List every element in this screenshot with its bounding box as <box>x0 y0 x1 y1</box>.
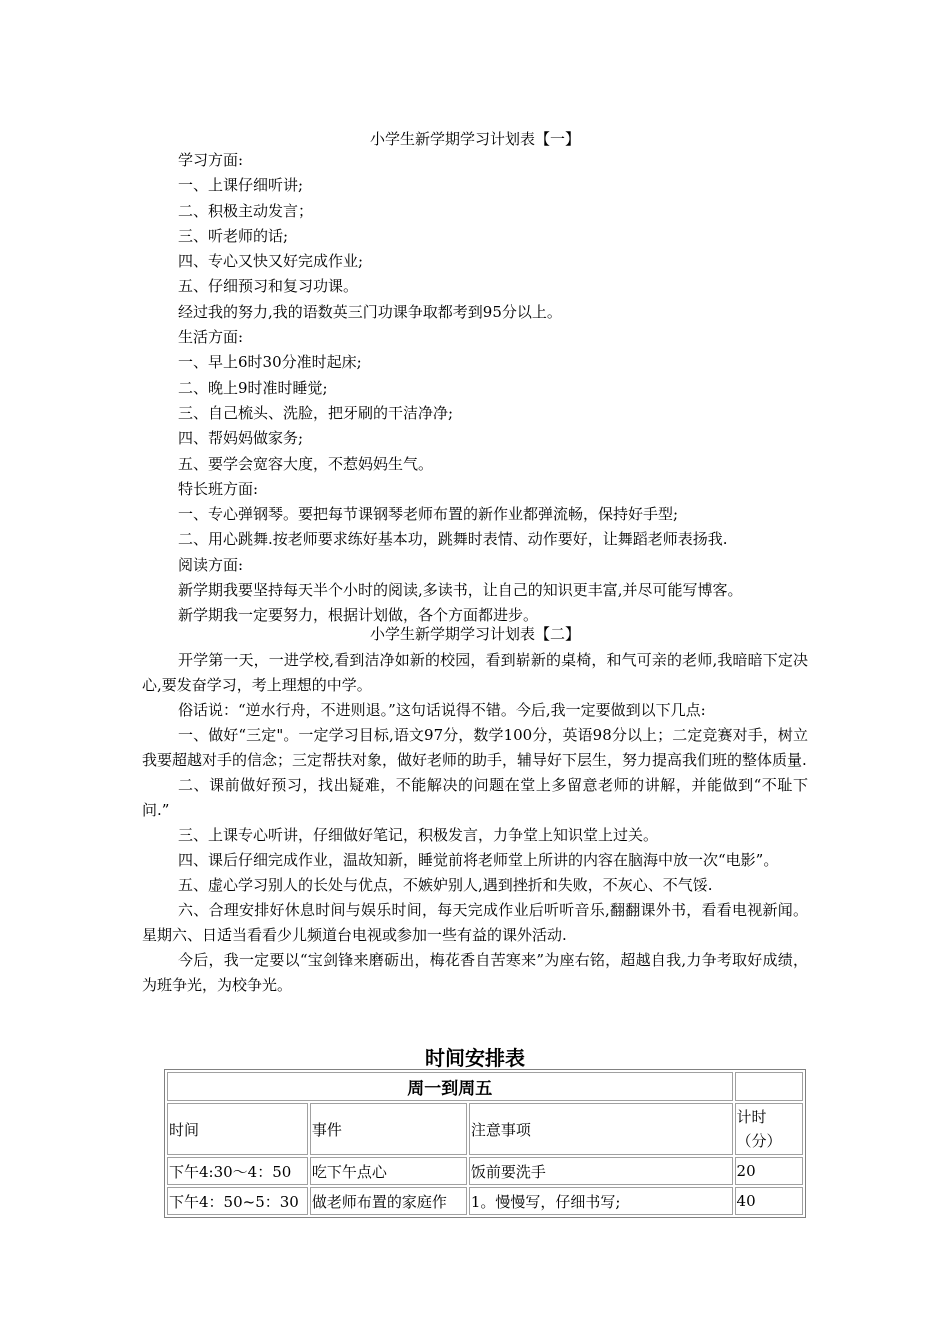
paragraph: 三、上课专心听讲，仔细做好笔记，积极发言，力争堂上知识堂上过关。 <box>178 826 659 844</box>
section-two-body <box>142 648 808 998</box>
plan-line: 四、帮妈妈做家务; <box>178 429 304 448</box>
paragraph: 今后，我一定要以“宝剑锋来磨砺出，梅花香自苦寒来”为座右铭，超越自我,力争考取好成绩，为班争光，为校争光。 <box>142 951 808 994</box>
plan-line: 学习方面: <box>178 151 244 169</box>
cell-minutes: 40 <box>735 1187 803 1215</box>
plan-line: 阅读方面: <box>178 555 244 574</box>
paragraph: 六、合理安排好休息时间与娱乐时间，每天完成作业后听听音乐,翻翻课外书，看看电视新闻。星期六、日适当看看少儿频道台电视或参加一些有益的课外活动. <box>142 901 808 944</box>
paragraph: 四、课后仔细完成作业，温故知新，睡觉前将老师堂上所讲的内容在脑海中放一次“电影”。 <box>178 851 779 869</box>
plan-line: 经过我的努力,我的语数英三门功课争取都考到95分以上。 <box>178 302 562 321</box>
cell-note: 1。慢慢写，仔细书写; <box>469 1187 733 1215</box>
plan-line: 特长班方面: <box>178 479 259 498</box>
cell-note: 饭前要洗手 <box>469 1157 733 1185</box>
plan-line: 二、晚上9时准时睡觉; <box>178 378 328 397</box>
plan-line: 新学期我一定要努力，根据计划做，各个方面都进步。 <box>178 606 539 625</box>
plan-line: 一、上课仔细听讲; <box>178 176 304 195</box>
paragraph: 二、课前做好预习，找出疑难，不能解决的问题在堂上多留意老师的讲解，并能做到“不耻下问.” <box>142 776 808 819</box>
plan-line: 一、专心弹钢琴。要把每节课钢琴老师布置的新作业都弹流畅，保持好手型; <box>178 505 679 524</box>
paragraph: 俗话说：“逆水行舟，不进则退。”这句话说得不错。今后,我一定要做到以下几点: <box>178 701 706 719</box>
section-two-title: 小学生新学期学习计划表【二】 <box>369 625 580 643</box>
cell-time: 下午4:30～4：50 <box>167 1157 308 1185</box>
column-header-time: 时间 <box>167 1103 308 1155</box>
plan-line: 新学期我要坚持每天半个小时的阅读,多读书，让自己的知识更丰富,并尽可能写博客。 <box>178 581 743 600</box>
schedule-table <box>164 1069 806 1218</box>
empty-header-cell <box>735 1072 803 1101</box>
plan-line: 生活方面: <box>178 328 244 347</box>
cell-event: 做老师布置的家庭作 <box>310 1187 467 1215</box>
plan-line: 五、要学会宽容大度，不惹妈妈生气。 <box>178 454 434 473</box>
section-one-title: 小学生新学期学习计划表【一】 <box>369 130 580 148</box>
plan-line: 四、专心又快又好完成作业; <box>178 252 364 271</box>
paragraph: 一、做好“三定"。一定学习目标,语文97分，数学100分，英语98分以上；二定竞赛对手，树立我要超越对手的信念；三定帮扶对象，做好老师的助手，辅导好下层生，努力提高我们班的整体质量. <box>142 726 808 769</box>
paragraph: 五、虚心学习别人的长处与优点，不嫉妒别人,遇到挫折和失败，不灰心、不气馁. <box>178 876 713 894</box>
column-header-note: 注意事项 <box>469 1103 733 1155</box>
plan-line: 二、用心跳舞.按老师要求练好基本功，跳舞时表情、动作要好，让舞蹈老师表扬我. <box>178 530 728 549</box>
cell-event: 吃下午点心 <box>310 1157 467 1185</box>
plan-line: 一、早上6时30分准时起床; <box>178 353 362 372</box>
column-header-minutes: 计时（分） <box>735 1103 803 1155</box>
cell-time: 下午4：50~5：30 <box>167 1187 308 1215</box>
group-header: 周一到周五 <box>167 1072 733 1101</box>
table-row <box>167 1187 803 1215</box>
paragraph: 开学第一天，一进学校,看到洁净如新的校园，看到崭新的桌椅，和气可亲的老师,我暗暗下定决心,要发奋学习，考上理想的中学。 <box>142 651 808 694</box>
plan-line: 三、听老师的话; <box>178 226 289 245</box>
plan-line: 三、自己梳头、洗脸，把牙刷的干洁净净; <box>178 403 454 422</box>
schedule-title: 时间安排表 <box>425 1046 525 1070</box>
plan-line: 五、仔细预习和复习功课。 <box>178 277 359 296</box>
section-one-lines <box>178 148 818 629</box>
cell-minutes: 20 <box>735 1157 803 1185</box>
table-row <box>167 1157 803 1185</box>
plan-line: 二、积极主动发言； <box>178 201 314 220</box>
column-header-event: 事件 <box>310 1103 467 1155</box>
